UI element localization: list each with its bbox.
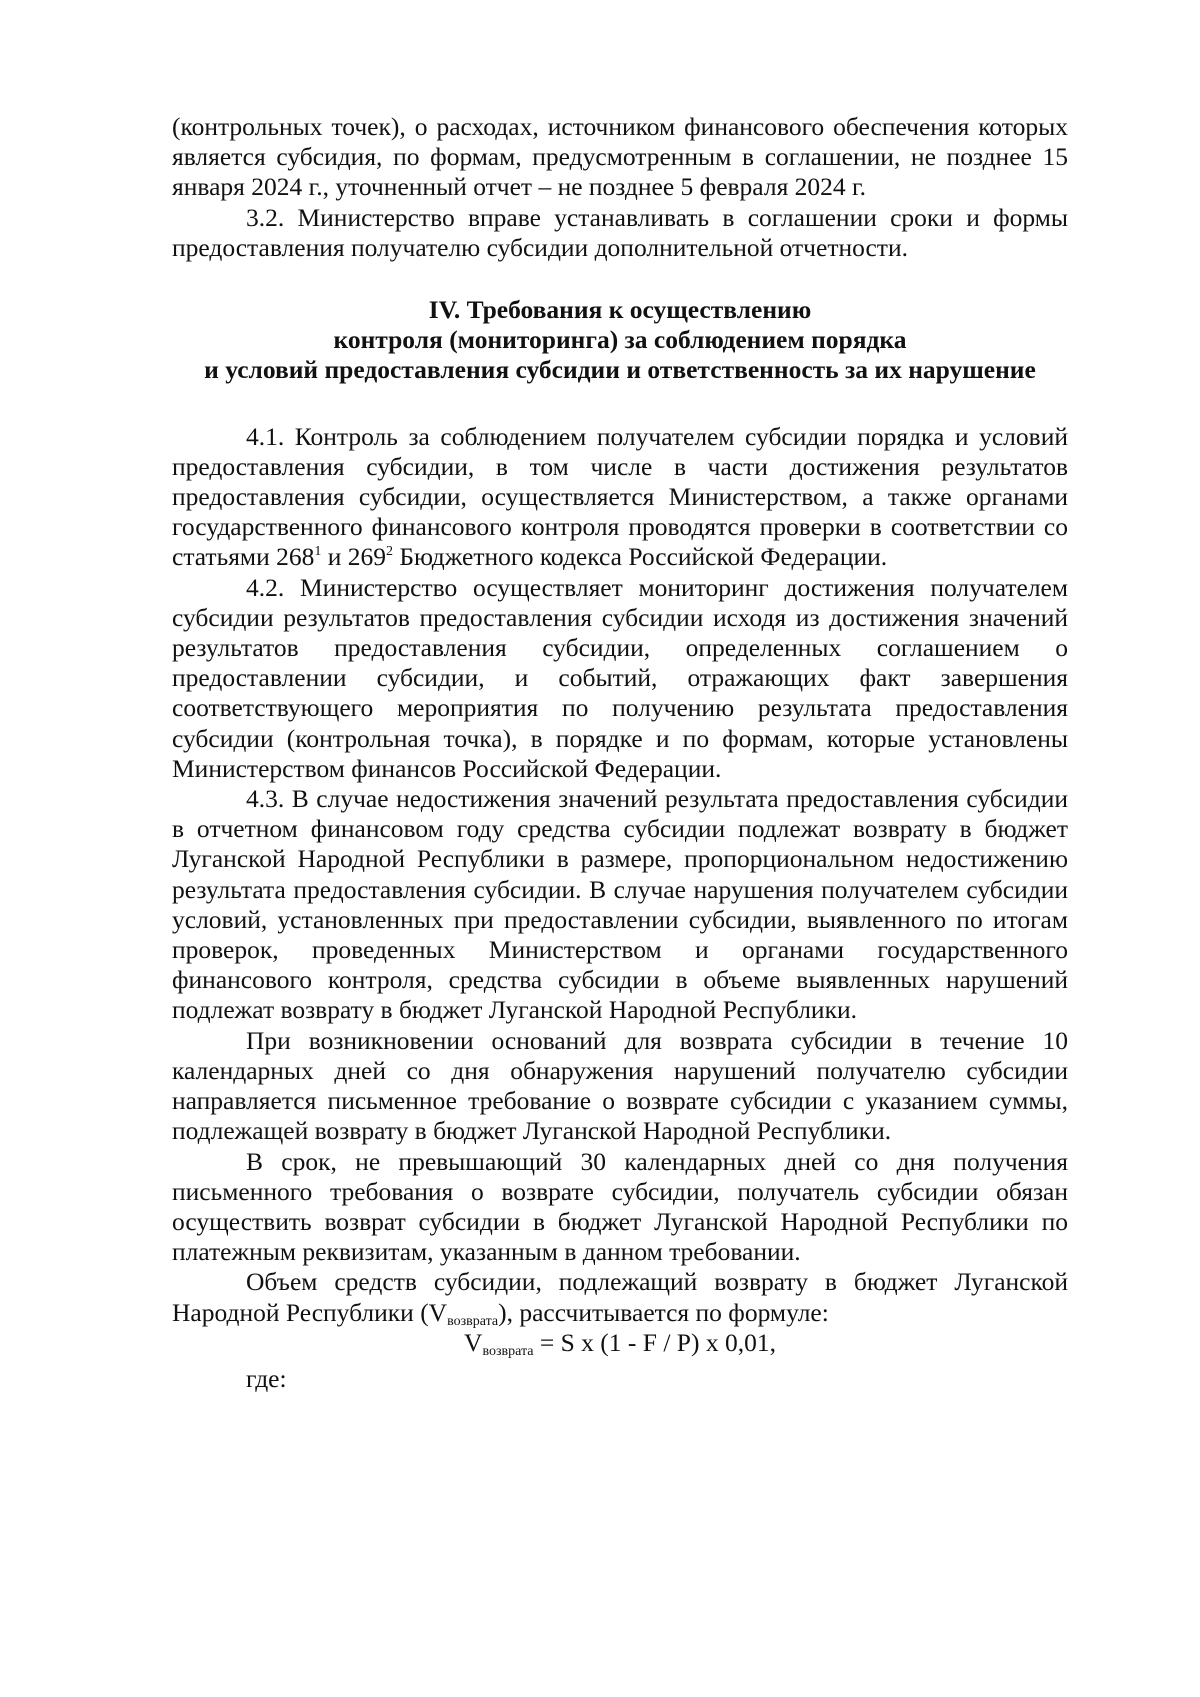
section-heading-line-2: контроля (мониторинга) за соблюдением порядка — [333, 325, 907, 355]
formula-expression: = S x (1 - F / P) x 0,01, — [533, 1327, 776, 1357]
formula-subscript: возврата — [482, 1343, 534, 1359]
paragraph-4-1-text-before: 4.1. Контроль за соблюдением получателем субсидии порядка и условий предоставления субсидии, в том числе в части достижения результатов предоставления субсидии, осуществляется Министерством, а также органами государственного финансового контроля проводятся проверки в соответствии со статьями 268 — [172, 421, 1068, 572]
paragraph-reporting-deadlines: (контрольных точек), о расходах, источником финансового обеспечения которых является субсидия, по формам, предусмотренным в соглашении, не позднее 15 января 2024 г., уточненный отчет – не позднее 5 февраля 2024 г. — [172, 112, 1068, 202]
paragraph-4-1-text-after: Бюджетного кодекса Российской Федерации. — [393, 542, 888, 572]
paragraph-4-1-text-middle: и 269 — [321, 542, 386, 572]
formula-variable: V — [464, 1327, 483, 1357]
paragraph-4-2: 4.2. Министерство осуществляет мониторинг достижения получателем субсидии результатов предоставления субсидии исходя из достижения значений результатов предоставления субсидии, определенных соглашением о предоставлении субсидии, и событий, отражающих факт завершения соответствующего мероприятия по получению результата предоставления субсидии (контрольная точка), в порядке и по формам, которые установлены Министерством финансов Российской Федерации. — [172, 572, 1068, 783]
paragraph-return-volume-text-after: ), рассчитывается по формуле: — [498, 1297, 829, 1327]
paragraph-return-deadline: В срок, не превышающий 30 календарных дней со дня получения письменного требования о возврате субсидии, получатель субсидии обязан осуществить возврат субсидии в бюджет Луганской Народной Республики по платежным реквизитам, указанным в данном требовании. — [172, 1146, 1068, 1267]
superscript-1: 1 — [314, 544, 322, 560]
section-heading — [172, 295, 1068, 386]
paragraph-4-1 — [172, 422, 1068, 573]
document-page — [172, 112, 1068, 1394]
paragraph-return-volume-text-before: Объем средств субсидии, подлежащий возврату в бюджет Луганской Народной Республики (V — [172, 1267, 1068, 1327]
paragraph-3-2: 3.2. Министерство вправе устанавливать в соглашении сроки и формы предоставления получателю субсидии дополнительной отчетности. — [172, 202, 1068, 262]
paragraph-4-3: 4.3. В случае недостижения значений результата предоставления субсидии в отчетном финансовом году средства субсидии подлежат возврату в бюджет Луганской Народной Республики в размере, пропорциональном недостижению результата предоставления субсидии. В случае нарушения получателем субсидии условий, установленных при предоставлении субсидии, выявленного по итогам проверок, проведенных Министерством и органами государственного финансового контроля, средства субсидии в объеме выявленных нарушений подлежат возврату в бюджет Луганской Народной Республики. — [172, 784, 1068, 1025]
subscript-return: возврата — [447, 1313, 499, 1329]
paragraph-return-grounds: При возникновении оснований для возврата субсидии в течение 10 календарных дней со дня обнаружения нарушений получателю субсидии направляется письменное требование о возврате субсидии с указанием суммы, подлежащей возврату в бюджет Луганской Народной Республики. — [172, 1025, 1068, 1146]
where-label: где: — [246, 1363, 287, 1393]
paragraph-return-volume — [172, 1267, 1068, 1327]
return-formula — [172, 1328, 1068, 1358]
section-heading-line-3: и условий предоставления субсидии и ответственность за их нарушение — [204, 355, 1036, 385]
section-heading-line-1: IV. Требования к осуществлению — [428, 295, 812, 325]
superscript-2: 2 — [386, 544, 393, 560]
